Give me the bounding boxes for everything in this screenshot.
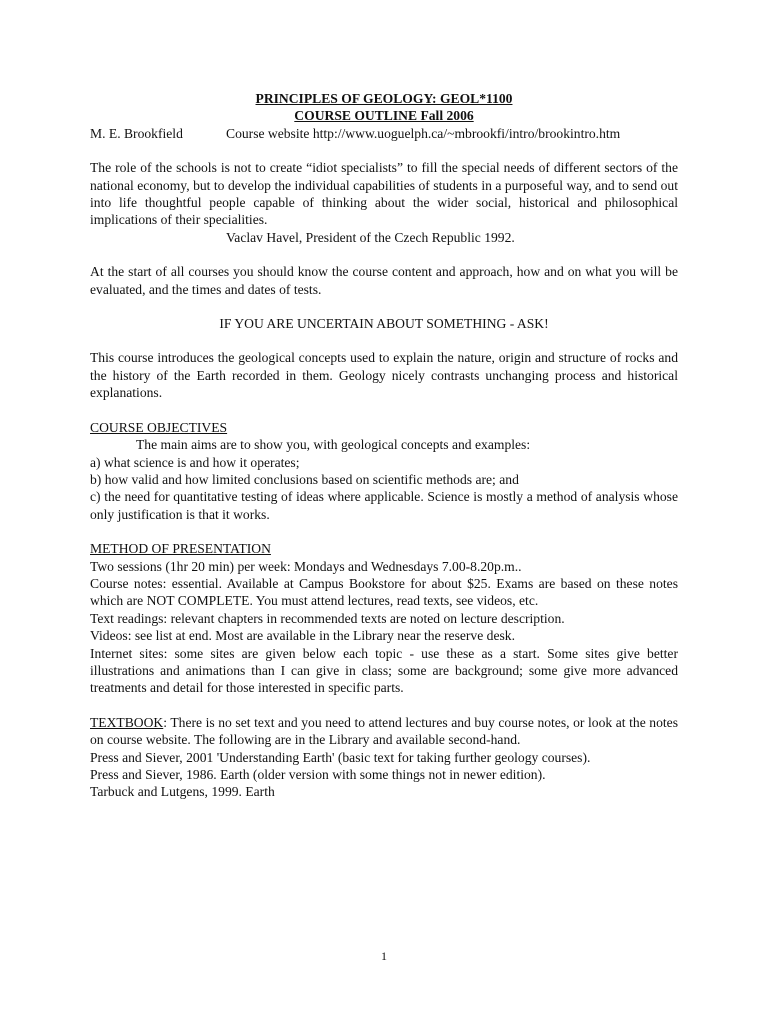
course-title: PRINCIPLES OF GEOLOGY: GEOL*1100 (255, 91, 513, 106)
presentation-line: Two sessions (1hr 20 min) per week: Mondays and Wednesdays 7.00-8.20p.m.. (90, 558, 522, 574)
presentation-line: Internet sites: some sites are given below each topic - use these as a start. Some sites give better illustrations and animations than I can give in class; some are background; some give more advanced treatments and detail for those interested in specific parts. (90, 645, 678, 696)
textbook-item: Press and Siever, 2001 'Understanding Earth' (basic text for taking further geology courses). (90, 749, 591, 765)
page-number: 1 (381, 949, 387, 963)
course-website: Course website http://www.uoguelph.ca/~mbrookfi/intro/brookintro.htm (226, 125, 621, 141)
textbook-item: Tarbuck and Lutgens, 1999. Earth (90, 784, 275, 800)
presentation-heading: METHOD OF PRESENTATION (90, 541, 271, 557)
objective-item: c) the need for quantitative testing of ideas where applicable. Science is mostly a method of analysis whose only justification is that it works. (90, 489, 678, 522)
author-name: M. E. Brookfield (90, 125, 183, 141)
intro-paragraph: At the start of all courses you should know the course content and approach, how and on what you will be evaluated, and the times and dates of tests. (90, 264, 678, 297)
havel-quote: The role of the schools is not to create “idiot specialists” to fill the special needs of different sectors of the national economy, but to develop the individual capabilities of students in a purposeful way, and to send out into life thoughtful people capable of thinking about the wider social, historical and philosophical implications of their specialities. (90, 160, 678, 228)
objective-item: b) how valid and how limited conclusions based on scientific methods are; and (90, 471, 519, 487)
presentation-line: Course notes: essential. Available at Campus Bookstore for about $25. Exams are based on these notes which are NOT COMPLETE. You must attend lectures, read texts, see videos, etc. (90, 575, 678, 609)
quote-attribution: Vaclav Havel, President of the Czech Republic 1992. (226, 229, 515, 245)
document-page (90, 90, 678, 801)
textbook-intro: : There is no set text and you need to attend lectures and buy course notes, or look at the notes on course website. The following are in the Library and available second-hand. (90, 714, 678, 748)
objectives-lead: The main aims are to show you, with geological concepts and examples: (136, 437, 531, 453)
course-subtitle: COURSE OUTLINE Fall 2006 (294, 108, 474, 124)
textbook-heading: TEXTBOOK (90, 714, 164, 730)
textbook-paragraph (90, 714, 678, 749)
objective-item: a) what science is and how it operates; (90, 454, 300, 470)
objectives-heading: COURSE OBJECTIVES (90, 419, 228, 435)
author-line (90, 125, 678, 142)
ask-notice: IF YOU ARE UNCERTAIN ABOUT SOMETHING - ASK! (219, 316, 549, 332)
presentation-line: Videos: see list at end. Most are available in the Library near the reserve desk. (90, 628, 515, 644)
textbook-item: Press and Siever, 1986. Earth (older version with some things not in newer edition). (90, 767, 546, 782)
presentation-line: Text readings: relevant chapters in recommended texts are noted on lecture description. (90, 610, 565, 626)
course-description: This course introduces the geological concepts used to explain the nature, origin and structure of rocks and the history of the Earth recorded in them. Geology nicely contrasts unchanging process and historical explanations. (90, 350, 678, 401)
